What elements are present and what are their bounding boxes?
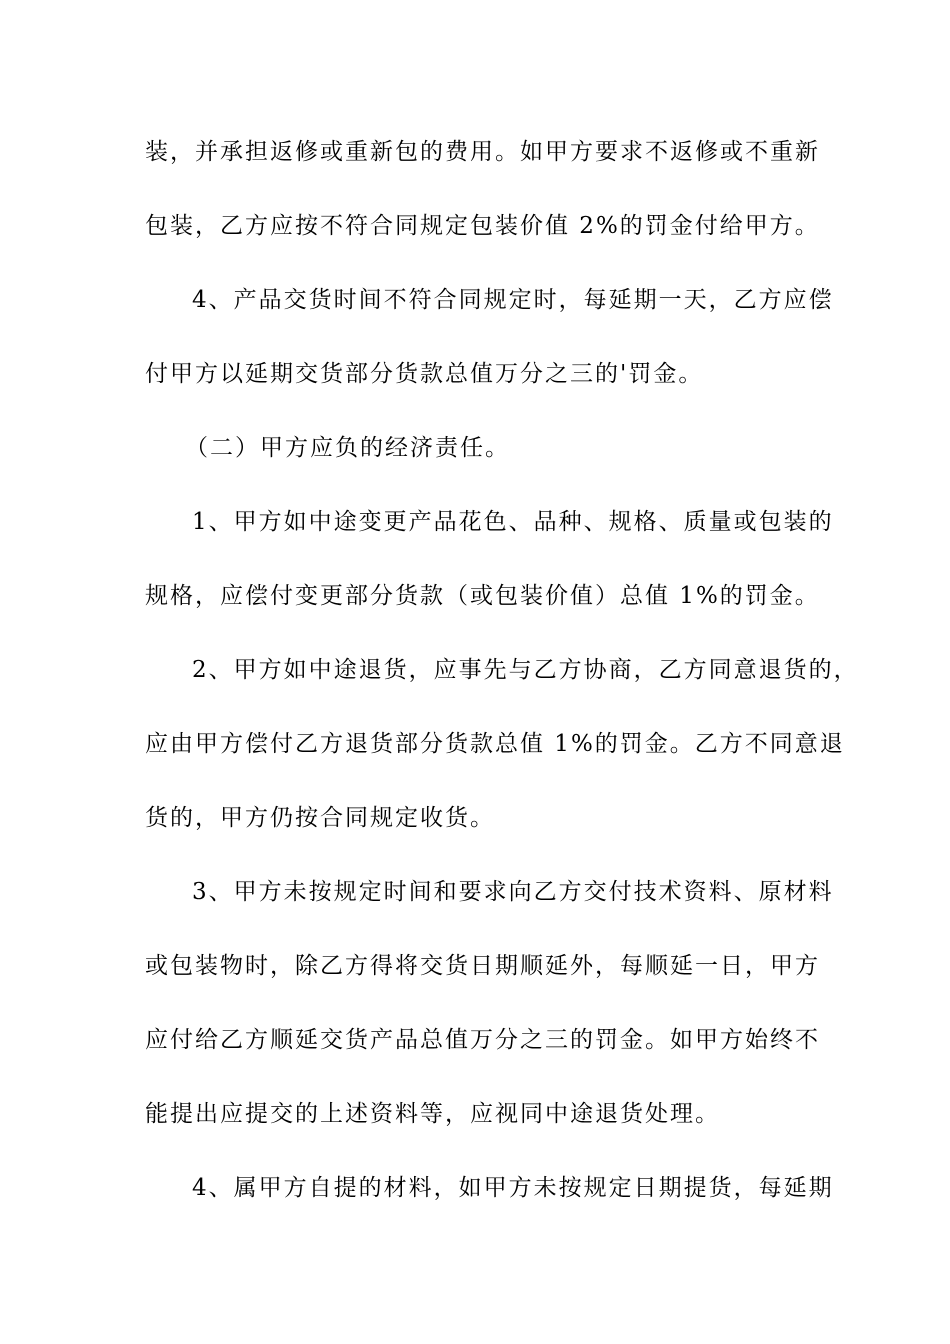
text-line: 3、甲方未按规定时间和要求向乙方交付技术资料、原材料 xyxy=(192,879,834,905)
text-line: 装，并承担返修或重新包的费用。如甲方要求不返修或不重新 xyxy=(145,139,820,165)
text-line: 4、产品交货时间不符合同规定时，每延期一天，乙方应偿 xyxy=(192,287,834,313)
text-line: 或包装物时，除乙方得将交货日期顺延外，每顺延一日，甲方 xyxy=(145,953,820,979)
text-line: 付甲方以延期交货部分货款总值万分之三的'罚金。 xyxy=(145,361,704,387)
text-line: 能提出应提交的上述资料等，应视同中途退货处理。 xyxy=(145,1101,720,1127)
text-line: 包装，乙方应按不符合同规定包装价值 2%的罚金付给甲方。 xyxy=(145,213,820,239)
text-line: 应由甲方偿付乙方退货部分货款总值 1%的罚金。乙方不同意退 xyxy=(145,731,845,757)
text-line: 应付给乙方顺延交货产品总值万分之三的罚金。如甲方始终不 xyxy=(145,1027,820,1053)
text-line: 货的，甲方仍按合同规定收货。 xyxy=(145,805,495,831)
text-line: 4、属甲方自提的材料，如甲方未按规定日期提货，每延期 xyxy=(192,1175,834,1201)
text-line: 2、甲方如中途退货，应事先与乙方协商，乙方同意退货的， xyxy=(192,657,859,683)
section-heading: （二）甲方应负的经济责任。 xyxy=(185,435,510,461)
text-line: 1、甲方如中途变更产品花色、品种、规格、质量或包装的 xyxy=(192,509,834,535)
text-line: 规格，应偿付变更部分货款（或包装价值）总值 1%的罚金。 xyxy=(145,583,820,609)
